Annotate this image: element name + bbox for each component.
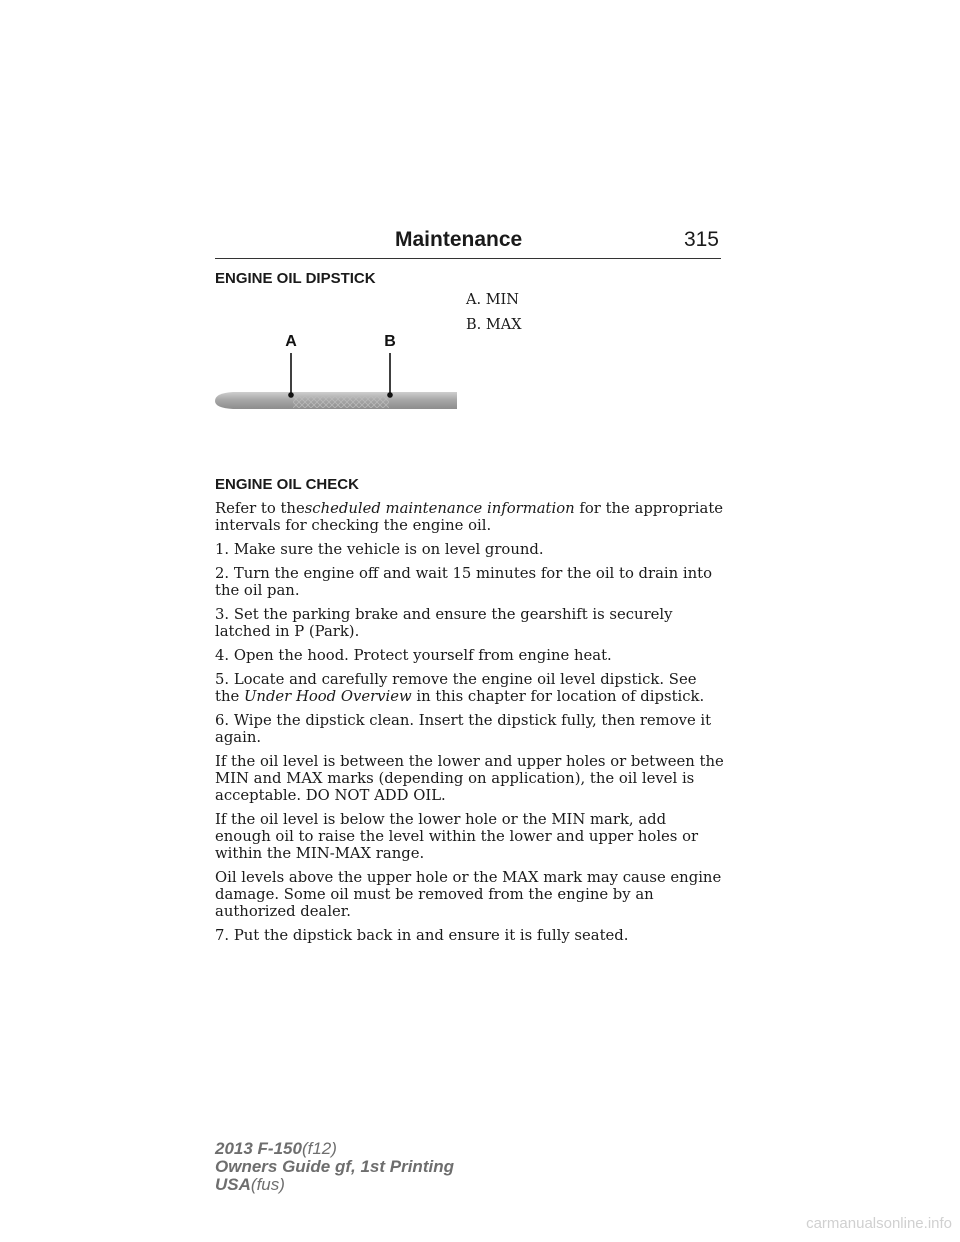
step-2: 2. Turn the engine off and wait 15 minutes for the oil to drain into the oil pan.	[215, 565, 713, 599]
dipstick-heading: ENGINE OIL DIPSTICK	[215, 270, 376, 287]
dipstick-figure	[215, 330, 465, 415]
high-level-paragraph: Oil levels above the upper hole or the MAX mark may cause engine damage. Some oil must be removed from the engine by an authorized dealer.	[215, 869, 722, 920]
footer-line-model: 2013 F-150(f12)	[215, 1139, 337, 1158]
label-a: A	[285, 333, 297, 350]
section-title: Maintenance	[395, 228, 523, 251]
step-5: 5. Locate and carefully remove the engine oil level dipstick. See the Under Hood Overview in this chapter for location of dipstick.	[215, 671, 705, 705]
crosshatch-zone	[293, 396, 389, 408]
page-number: 315	[683, 228, 719, 251]
label-b: B	[384, 333, 396, 350]
min-hole	[288, 392, 294, 398]
legend-max: B. MAX	[466, 317, 522, 333]
oil-check-heading: ENGINE OIL CHECK	[215, 476, 359, 493]
page-header	[215, 228, 721, 259]
footer-line-guide: Owners Guide gf, 1st Printing	[215, 1157, 454, 1176]
intro-paragraph: Refer to thescheduled maintenance information for the appropriate intervals for checking the engine oil.	[215, 500, 724, 534]
low-level-paragraph: If the oil level is below the lower hole or the MIN mark, add enough oil to raise the level within the lower and upper holes or within the MIN-MAX range.	[215, 811, 699, 862]
step-1: 1. Make sure the vehicle is on level ground.	[215, 541, 544, 558]
step-3: 3. Set the parking brake and ensure the gearshift is securely latched in P (Park).	[215, 606, 673, 640]
step-6: 6. Wipe the dipstick clean. Insert the dipstick fully, then remove it again.	[215, 712, 712, 746]
max-hole	[387, 392, 393, 398]
step-7: 7. Put the dipstick back in and ensure it is fully seated.	[215, 927, 629, 944]
watermark-text: carmanualsonline.info	[806, 1215, 952, 1232]
footer-line-region: USA(fus)	[215, 1175, 285, 1194]
step-4: 4. Open the hood. Protect yourself from engine heat.	[215, 647, 612, 664]
dipstick-illustration	[215, 330, 465, 415]
oil-check-body	[215, 500, 725, 951]
legend-min: A. MIN	[466, 292, 519, 308]
print-footer	[215, 1140, 454, 1194]
acceptable-level-paragraph: If the oil level is between the lower and upper holes or between the MIN and MAX marks (depending on application), the oil level is acceptable. DO NOT ADD OIL.	[215, 753, 724, 804]
